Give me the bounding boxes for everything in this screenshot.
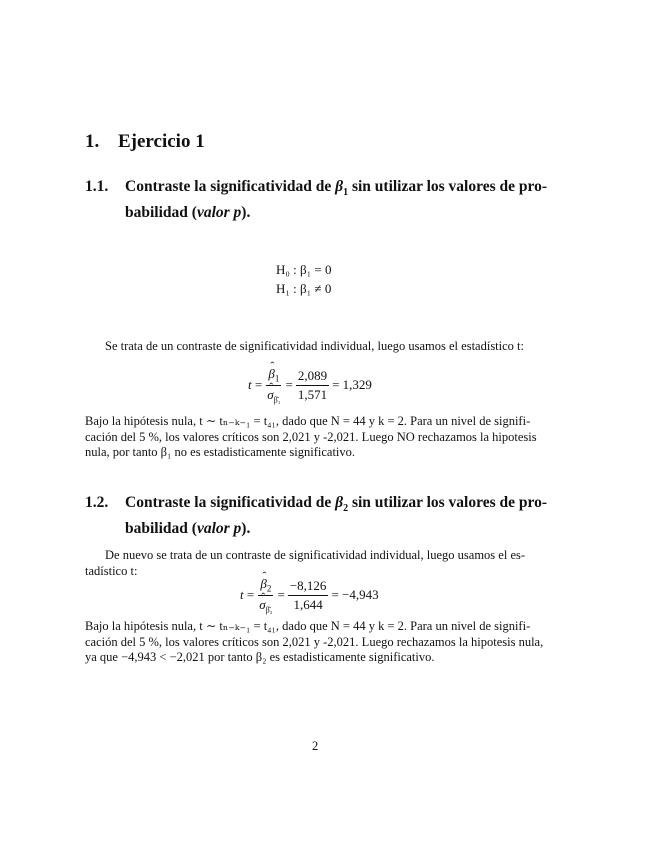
section-heading: [85, 131, 205, 153]
s2-eq-result: = −4,943: [331, 587, 379, 603]
s2-eq-numerator: −8,126: [288, 578, 329, 596]
subsection-title: Contraste la significatividad de: [125, 178, 336, 195]
s1-eq-denominator: 1,571: [297, 386, 328, 402]
s1-eq-numerator: 2,089: [296, 368, 329, 386]
s2-eq-denominator: 1,644: [293, 596, 323, 612]
hypothesis-h1: H₁ : β₁ ≠ 0: [276, 281, 332, 296]
subsection-1-2-heading: 1.2. Contraste la significatividad de $\beta_2$ sin utilizar los valores de pro- babilidad (valor p).: [85, 494, 548, 538]
subsection-number: 1.1.: [85, 178, 109, 195]
s2-intro: De nuevo se trata de un contraste de significatividad individual, luego usamos el es- tadístico t:: [85, 548, 526, 578]
subsection-1-1-heading: 1.1. Contraste la significatividad de $\beta_1$ sin utilizar los valores de pro- babilidad (valor p).: [85, 178, 548, 222]
subsection-number: 1.2.: [85, 494, 109, 511]
subsection-title: Contraste la significatividad de: [125, 494, 336, 511]
s2-t-statistic-equation: t = ˆ $\beta_2$ ˆ $\sigma_{\betâ_2}$ = $\frac{-8,126}{1,644}$ = −4,943: [240, 576, 379, 614]
s1-conclusion-paragraph: Bajo la hipótesis nula, t ∼ tₙ₋ₖ₋₁ = t₄₁, dado que N = 44 y k = 2. Para un nivel de signifi- cación del 5 %, los valores críticos son 2,021 y -2,021. Luego NO rechazamos la hipotesis nula, por tanto β₁ no es estadisticamente significativo.: [85, 414, 537, 460]
section-title: Ejercicio 1: [118, 131, 205, 152]
s1-eq-result: = 1,329: [332, 377, 372, 393]
section-number: 1.: [85, 131, 100, 152]
hypothesis-h0: H₀ : β₁ = 0: [276, 262, 332, 277]
page-number: 2: [312, 739, 319, 753]
s2-conclusion-paragraph: Bajo la hipótesis nula, t ∼ tₙ₋ₖ₋₁ = t₄₁, dado que N = 44 y k = 2. Para un nivel de signifi- cación del 5 %, los valores críticos son 2,021 y -2,021. Luego rechazamos la hipotesis nula, ya que −4,943 < −2,021 por tanto β₂ es estadisticamente significativo.: [85, 619, 544, 665]
s1-t-statistic-equation: t = ˆ $\beta_1$ ˆ $\sigma_{\betâ_1}$ = $\frac{2,089}{1,571}$ = 1,329: [248, 366, 372, 404]
s1-intro: Se trata de un contraste de significatividad individual, luego usamos el estadístico t:: [105, 339, 524, 353]
